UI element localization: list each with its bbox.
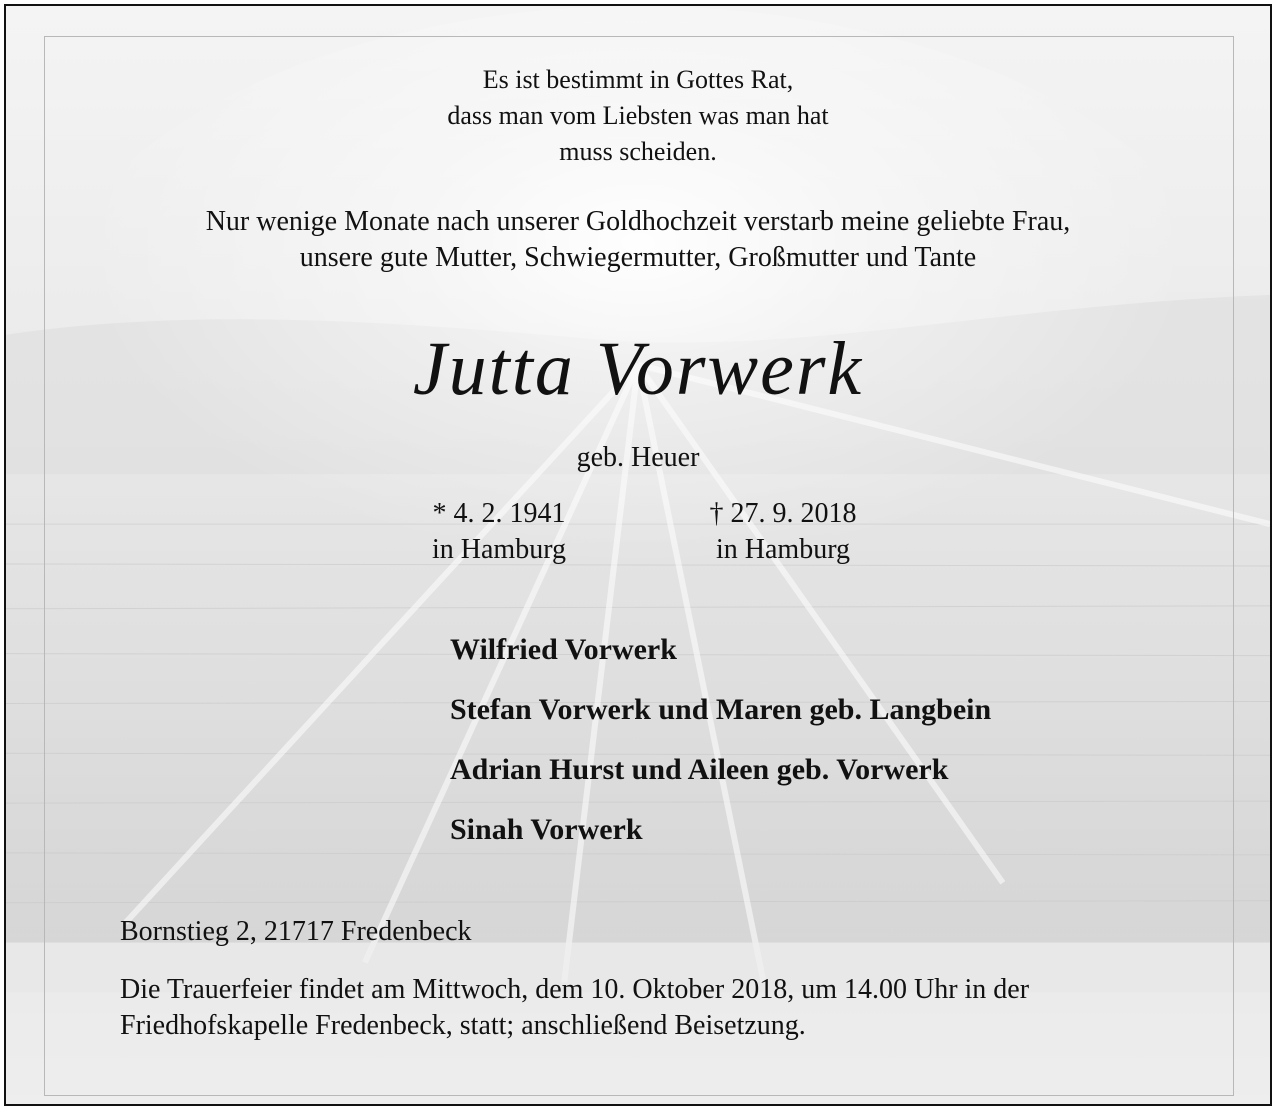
verse-line-1: Es ist bestimmt in Gottes Rat,: [482, 65, 794, 94]
intro-line-1: Nur wenige Monate nach unserer Goldhochzeit verstarb meine geliebte Frau,: [205, 206, 1071, 237]
mourner-3: Adrian Hurst und Aileen geb. Vorwerk: [450, 753, 949, 786]
intro-line-2: unsere gute Mutter, Schwiegermutter, Großmutter und Tante: [299, 242, 977, 273]
mourner-2: Stefan Vorwerk und Maren geb. Langbein: [450, 693, 992, 726]
mourner-4: Sinah Vorwerk: [450, 813, 643, 846]
death-date: † 27. 9. 2018: [709, 498, 857, 529]
address: Bornstieg 2, 21717 Fredenbeck: [120, 916, 472, 947]
deceased-name: Jutta Vorwerk: [412, 327, 864, 411]
mourner-1: Wilfried Vorwerk: [450, 633, 677, 666]
birth-place: in Hamburg: [431, 534, 567, 565]
maiden-name: geb. Heuer: [576, 442, 700, 473]
funeral-line-2: Friedhofskapelle Fredenbeck, statt; anschließend Beisetzung.: [120, 1010, 806, 1041]
verse-line-3: muss scheiden.: [559, 137, 717, 166]
birth-date: * 4. 2. 1941: [432, 498, 566, 529]
death-place: in Hamburg: [715, 534, 851, 565]
funeral-line-1: Die Trauerfeier findet am Mittwoch, dem 10. Oktober 2018, um 14.00 Uhr in der: [120, 974, 1030, 1005]
obituary-notice: [4, 4, 1272, 1106]
verse-line-2: dass man vom Liebsten was man hat: [447, 101, 829, 130]
